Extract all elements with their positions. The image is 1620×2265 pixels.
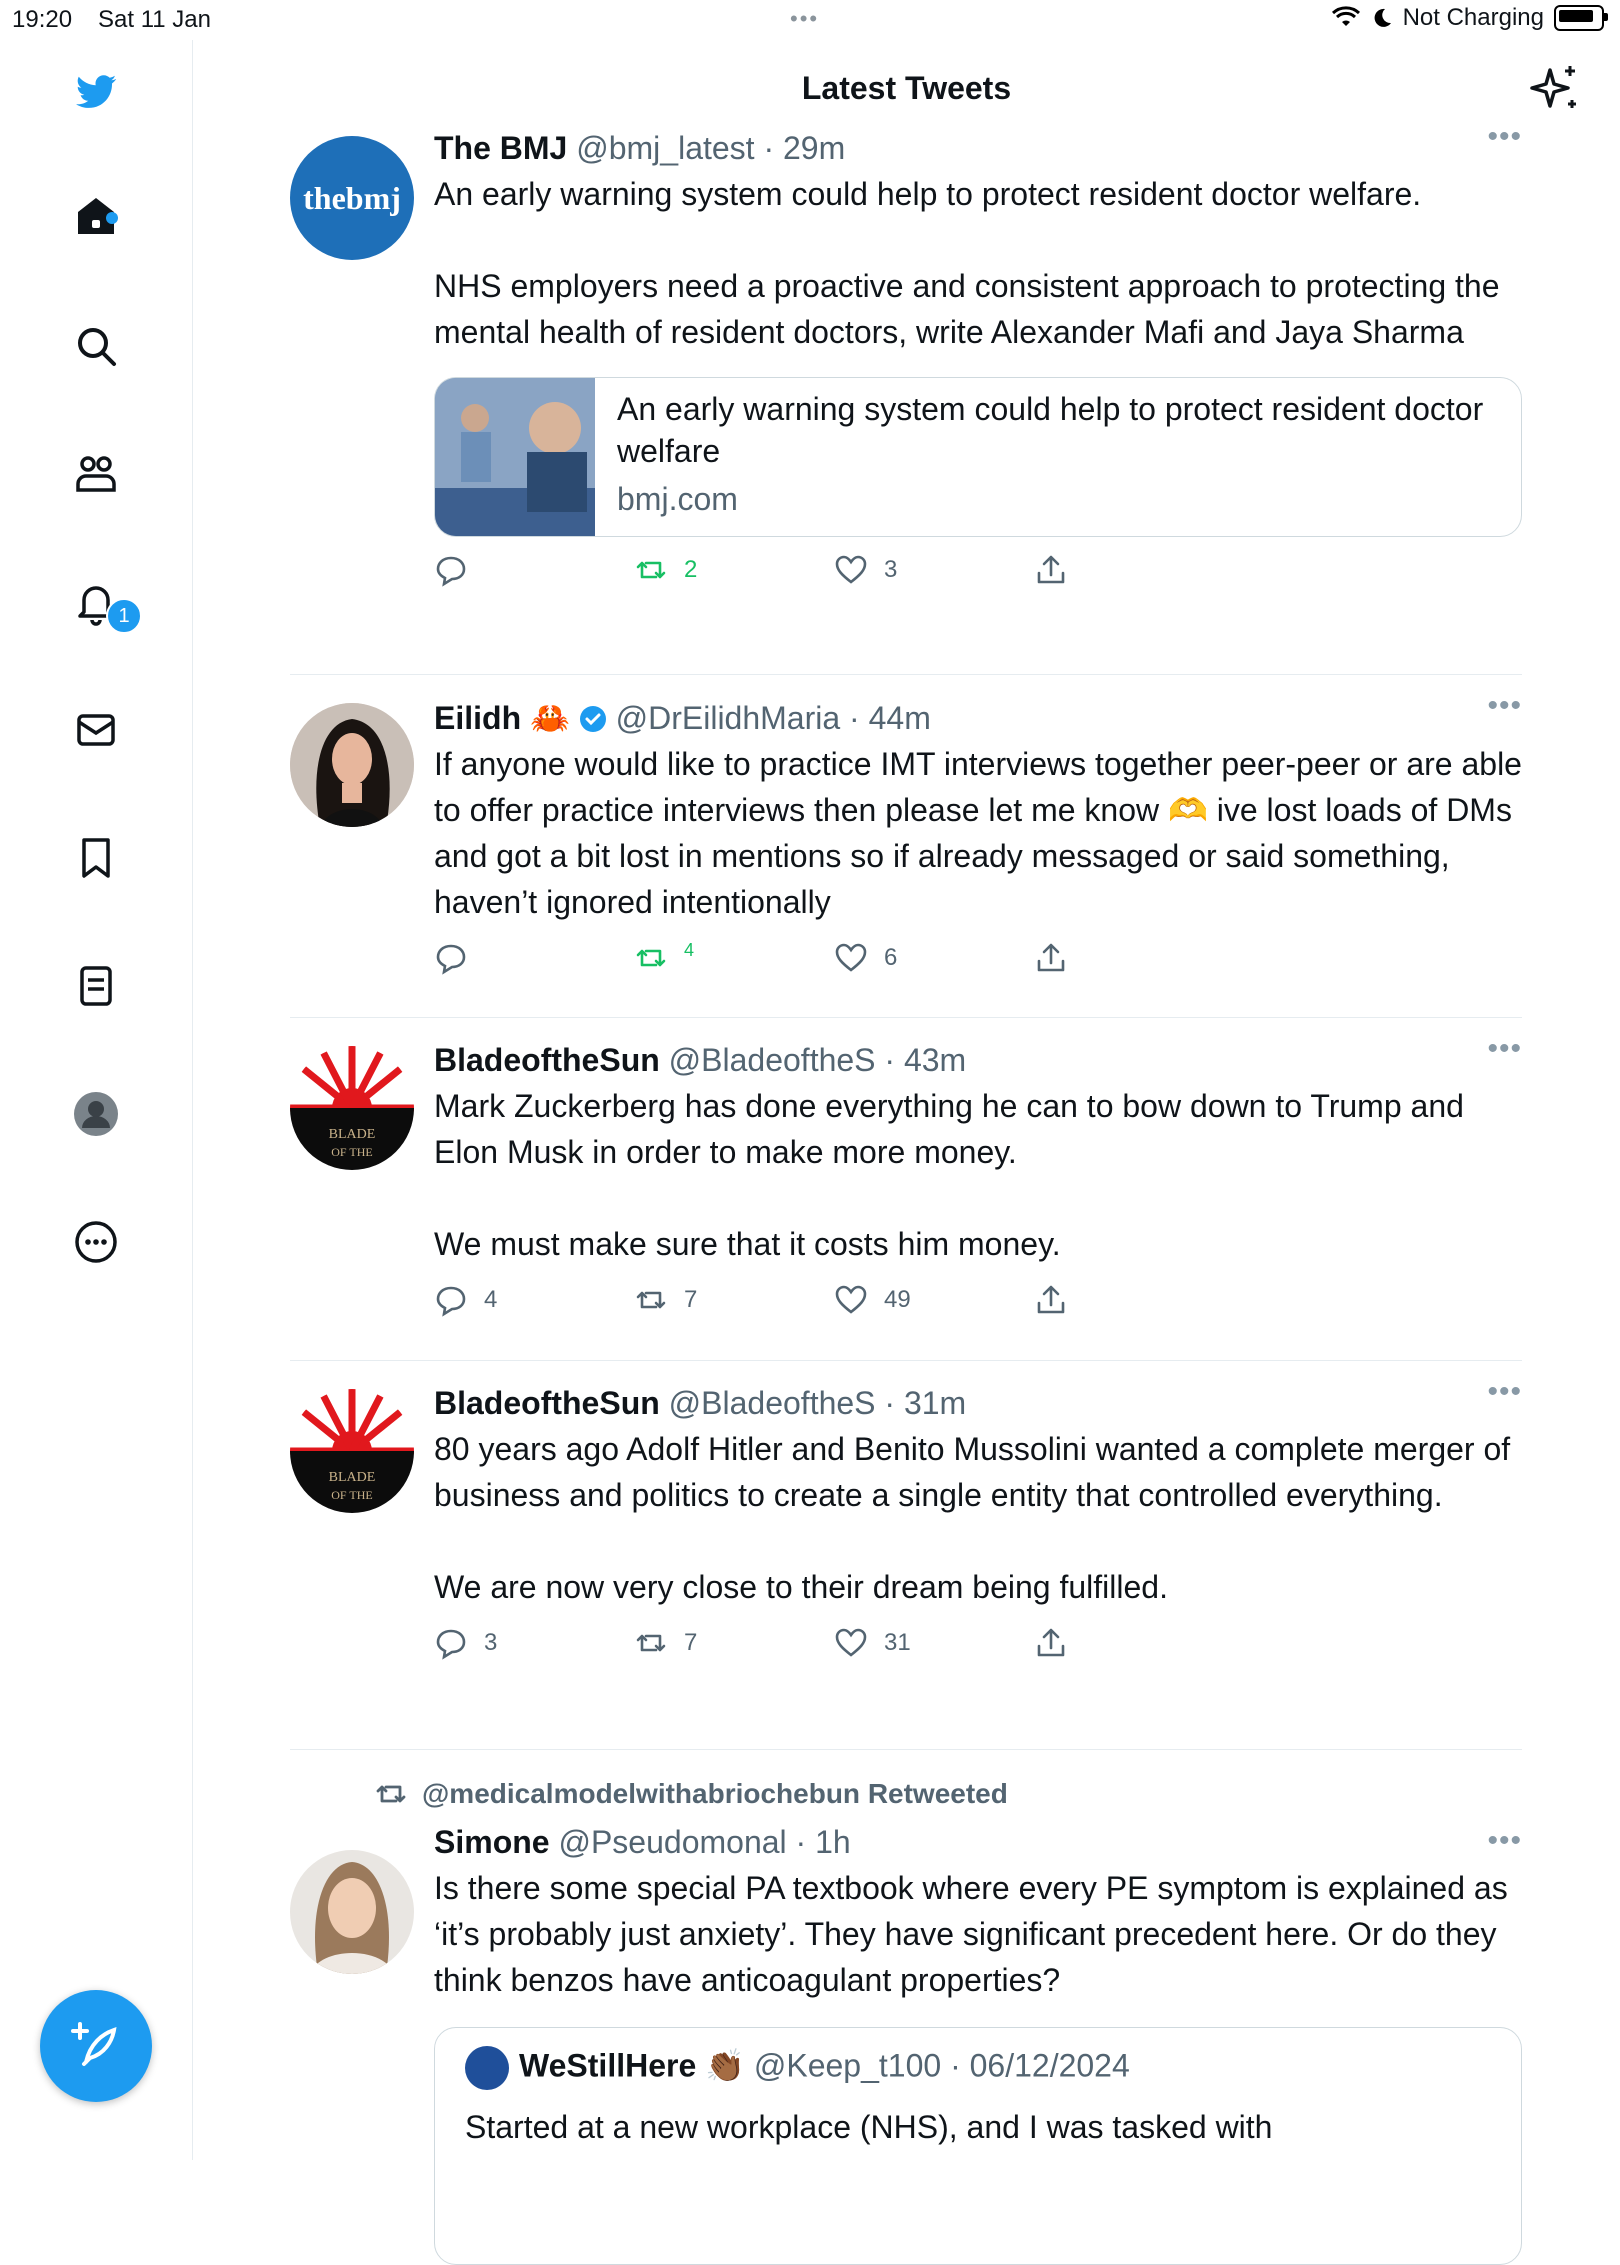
tweet-actions <box>434 1610 1522 1680</box>
reply-icon <box>434 1283 468 1317</box>
avatar[interactable] <box>290 136 414 260</box>
avatar-logo-text: thebmj <box>303 179 401 216</box>
author-handle[interactable]: @BladeoftheS <box>668 1385 876 1421</box>
more-icon[interactable] <box>70 1216 122 1268</box>
status-right <box>1331 4 1604 32</box>
battery-icon <box>1554 5 1604 31</box>
like-count: 49 <box>884 1286 911 1313</box>
tweet-text <box>434 1083 1522 1267</box>
reply-button[interactable] <box>434 553 468 587</box>
reply-button[interactable] <box>434 1283 497 1317</box>
retweet-icon <box>634 1283 668 1317</box>
reply-icon <box>434 553 468 587</box>
retweet-icon <box>634 941 668 975</box>
reply-icon <box>434 941 468 975</box>
avatar[interactable] <box>290 1389 414 1513</box>
notification-badge: 1 <box>106 598 142 634</box>
share-button[interactable] <box>1034 1283 1068 1317</box>
tweet[interactable] <box>290 675 1522 1018</box>
quoted-tweet[interactable] <box>434 2027 1522 2265</box>
quoted-author-name[interactable]: WeStillHere <box>519 2047 697 2084</box>
like-button[interactable] <box>834 553 897 587</box>
tweet-header: Simone @Pseudomonal · 1h <box>434 1824 851 1860</box>
retweet-button[interactable] <box>634 553 697 587</box>
tweet-actions <box>434 1267 1522 1337</box>
tweet-header: The BMJ @bmj_latest · 29m <box>434 130 846 166</box>
tweet-paragraph: Is there some special PA textbook where every PE symptom is explained as ‘it’s probably just anxiety’. They have significant precedent here. Or do they think benzos have anticoagulant properties? <box>434 1870 1508 1998</box>
tweet-text <box>434 1426 1522 1610</box>
quoted-tweet-header: WeStillHere 👏🏾 @Keep_t100 · 06/12/2024 <box>465 2046 1491 2090</box>
retweet-button[interactable] <box>634 1283 697 1317</box>
tweet-paragraph: NHS employers need a proactive and consistent approach to protecting the mental health of resident doctors, write Alexander Mafi and Jaya Sharma <box>434 268 1500 350</box>
like-button[interactable] <box>834 1626 911 1660</box>
verified-badge-icon <box>579 705 607 733</box>
author-handle[interactable]: @bmj_latest <box>576 130 755 166</box>
svg-text:OF THE: OF THE <box>331 1145 373 1159</box>
svg-text:OF THE: OF THE <box>331 1488 373 1502</box>
author-name[interactable]: Simone <box>434 1824 550 1860</box>
tweet-paragraph: If anyone would like to practice IMT interviews together peer-peer or are able to offer practice interviews then please let me know 🫶 ive lost loads of DMs and got a bit lost in mentions so if already messaged or said something, haven’t ignored intentionally <box>434 746 1522 920</box>
tweet[interactable] <box>290 120 1522 675</box>
tweet-header: BladeoftheSun @BladeoftheS · 31m <box>434 1385 967 1421</box>
tweet-text <box>434 741 1522 925</box>
author-handle[interactable]: @DrEilidhMaria <box>615 700 841 736</box>
share-button[interactable] <box>1034 1626 1068 1660</box>
tweet-paragraph: An early warning system could help to protect resident doctor welfare. <box>434 176 1422 212</box>
twitter-logo-icon[interactable] <box>70 66 122 118</box>
tweet-paragraph: 80 years ago Adolf Hitler and Benito Mussolini wanted a complete merger of business and politics to create a single entity that controlled everything. <box>434 1431 1511 1513</box>
tweet[interactable] <box>290 1018 1522 1361</box>
wifi-icon <box>1331 6 1361 30</box>
more-options-icon[interactable]: ••• <box>1487 1032 1522 1065</box>
home-unread-dot <box>106 212 118 224</box>
author-handle[interactable]: @Pseudomonal <box>558 1824 787 1860</box>
retweet-icon <box>374 1777 408 1811</box>
heart-icon <box>834 941 868 975</box>
tweet-text <box>434 171 1522 355</box>
tweet[interactable] <box>290 1764 1522 2244</box>
retweet-count: 7 <box>684 1629 698 1656</box>
tweet-actions <box>434 537 1522 607</box>
reply-count: 3 <box>484 1629 498 1656</box>
author-name[interactable]: Eilidh <box>434 700 522 736</box>
search-icon[interactable] <box>70 320 122 372</box>
share-icon <box>1034 553 1068 587</box>
sparkle-icon[interactable] <box>1526 62 1582 118</box>
charging-status: Not Charging <box>1402 4 1544 31</box>
more-options-icon[interactable]: ••• <box>1487 120 1522 153</box>
share-icon <box>1034 941 1068 975</box>
bookmark-icon[interactable] <box>70 832 122 884</box>
moon-icon <box>1371 7 1393 29</box>
compose-tweet-button[interactable] <box>40 1990 152 2102</box>
avatar[interactable] <box>290 1850 414 1974</box>
retweet-icon <box>634 1626 668 1660</box>
author-emoji: 🦀 <box>530 700 570 736</box>
like-button[interactable] <box>834 941 897 975</box>
quoted-author-handle[interactable]: @Keep_t100 <box>753 2047 942 2084</box>
share-button[interactable] <box>1034 941 1068 975</box>
tweet-paragraph: Mark Zuckerberg has done everything he can to bow down to Trump and Elon Musk in order to make more money. <box>434 1088 1464 1170</box>
tweet-header: Eilidh 🦀 @DrEilidhMaria · 44m <box>434 700 931 736</box>
tweet-time: 29m <box>783 130 846 166</box>
share-icon <box>1034 1626 1068 1660</box>
tweet-paragraph: We must make sure that it costs him money. <box>434 1226 1061 1262</box>
like-button[interactable] <box>834 1283 911 1317</box>
reply-icon <box>434 1626 468 1660</box>
reply-button[interactable] <box>434 1626 497 1660</box>
sidebar <box>0 40 193 2160</box>
avatar[interactable] <box>290 703 414 827</box>
profile-icon[interactable] <box>70 1088 122 1140</box>
retweet-count: 2 <box>684 556 698 583</box>
like-count: 6 <box>884 944 898 971</box>
heart-icon <box>834 1626 868 1660</box>
author-handle[interactable]: @BladeoftheS <box>668 1042 876 1078</box>
lists-icon[interactable] <box>70 960 122 1012</box>
quoted-tweet-text: Started at a new workplace (NHS), and I was tasked with <box>465 2109 1273 2145</box>
more-options-icon[interactable]: ••• <box>1487 1375 1522 1408</box>
author-name[interactable]: BladeoftheSun <box>434 1042 660 1078</box>
more-options-icon[interactable]: ••• <box>1487 689 1522 722</box>
tweet-time: 1h <box>815 1824 851 1860</box>
retweeted-by-text: @medicalmodelwithabriochebun Retweeted <box>422 1778 1008 1809</box>
tweet-header: BladeoftheSun @BladeoftheS · 43m <box>434 1042 967 1078</box>
like-count: 3 <box>884 556 898 583</box>
retweet-count: 7 <box>684 1286 698 1313</box>
status-bar <box>0 0 1620 40</box>
communities-icon[interactable] <box>70 448 122 500</box>
svg-text:BLADE: BLADE <box>328 1470 376 1485</box>
tweet-actions <box>434 925 1522 995</box>
retweet-button[interactable] <box>634 1626 697 1660</box>
author-name[interactable]: The BMJ <box>434 130 568 166</box>
link-card[interactable] <box>434 377 1522 537</box>
feather-plus-icon <box>68 2018 124 2074</box>
retweet-count: 4 <box>684 939 695 960</box>
tweet[interactable] <box>290 1361 1522 1750</box>
svg-text:BLADE: BLADE <box>328 1127 376 1142</box>
share-icon <box>1034 1283 1068 1317</box>
heart-icon <box>834 553 868 587</box>
card-thumbnail <box>435 378 595 536</box>
retweeted-by[interactable] <box>374 1764 1522 1824</box>
reply-count: 4 <box>484 1286 498 1313</box>
tweet-time: 31m <box>903 1385 967 1421</box>
page-title: Latest Tweets <box>801 70 1012 106</box>
tweet-paragraph: We are now very close to their dream being fulfilled. <box>434 1569 1168 1605</box>
tweet-time: 43m <box>903 1042 967 1078</box>
retweet-icon <box>634 553 668 587</box>
like-count: 31 <box>884 1629 911 1656</box>
avatar[interactable] <box>290 1046 414 1170</box>
heart-icon <box>834 1283 868 1317</box>
reply-button[interactable] <box>434 941 468 975</box>
share-button[interactable] <box>1034 553 1068 587</box>
multitasking-dots[interactable]: ••• <box>790 6 820 31</box>
tweet-text <box>434 1865 1522 2003</box>
retweet-button[interactable] <box>634 941 694 975</box>
card-domain: bmj.com <box>617 481 738 517</box>
quoted-author-emoji: 👏🏾 <box>705 2047 745 2084</box>
quoted-avatar[interactable] <box>465 2046 509 2090</box>
timeline <box>290 120 1522 2244</box>
mail-icon[interactable] <box>70 704 122 756</box>
more-options-icon[interactable]: ••• <box>1487 1824 1522 1857</box>
status-time: 19:20 <box>12 6 73 33</box>
author-name[interactable]: BladeoftheSun <box>434 1385 660 1421</box>
tweet-time: 44m <box>868 700 931 736</box>
status-date: Sat 11 Jan <box>98 6 211 33</box>
quoted-tweet-date: 06/12/2024 <box>969 2047 1130 2084</box>
card-title: An early warning system could help to protect resident doctor welfare <box>617 391 1484 469</box>
